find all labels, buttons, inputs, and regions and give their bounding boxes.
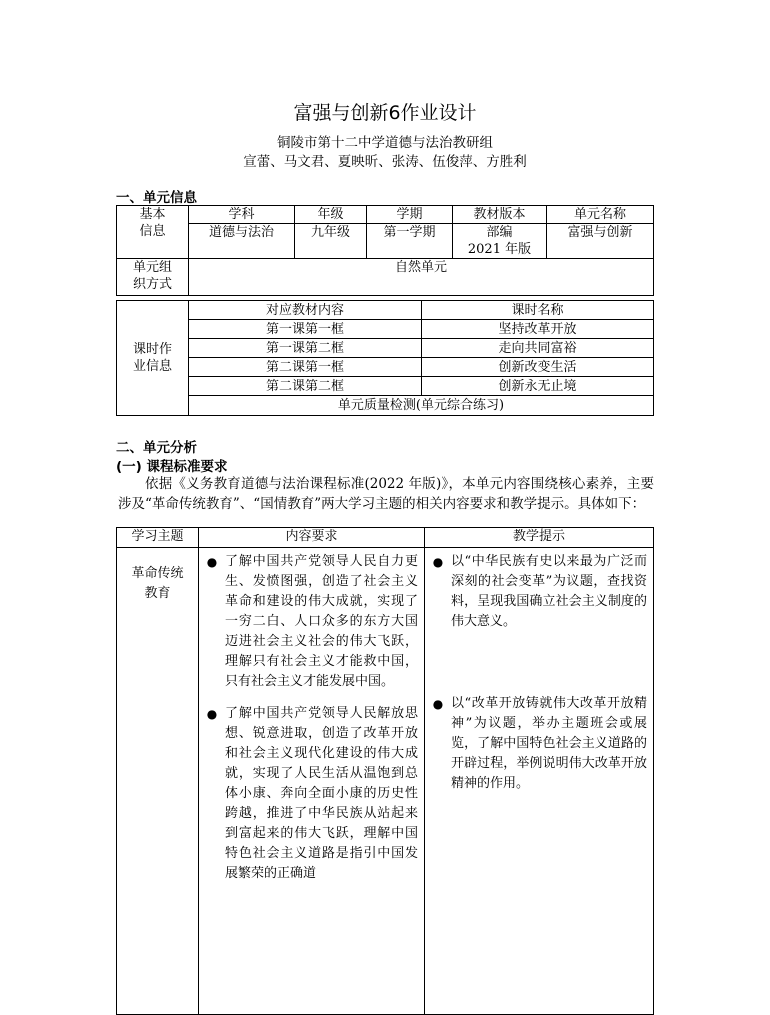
- lesson-row: [117, 339, 654, 358]
- list-item: [425, 694, 647, 794]
- lesson-info-label: 课时作 业信息: [117, 301, 189, 416]
- lesson-row: [117, 377, 654, 396]
- header-subject: 学科: [189, 206, 295, 224]
- intro-paragraph: 依据《义务教育道德与法治课程标准(2022 年版)》，本单元内容围绕核心素养，主要涉及“革命传统教育”、“国情教育”两大学习主题的相关内容要求和教学提示。具体如下：: [118, 476, 654, 512]
- list-item: [199, 704, 418, 884]
- lesson-name: 坚持改革开放: [422, 320, 654, 339]
- section-heading-unit-analysis: 二、单元分析: [116, 440, 197, 456]
- lesson-name: 走向共同富裕: [422, 339, 654, 358]
- list-item: [425, 552, 647, 632]
- lesson-header-content: 对应教材内容: [189, 301, 422, 320]
- header-unit-name: 单元名称: [547, 206, 654, 224]
- header-requirements: 内容要求: [199, 528, 425, 548]
- theme-cell: 革命传统 教育: [117, 548, 199, 1015]
- header-tips: 教学提示: [425, 528, 654, 548]
- value-semester: 第一学期: [367, 224, 453, 259]
- value-subject: 道德与法治: [189, 224, 295, 259]
- lesson-content: 第一课第一框: [189, 320, 422, 339]
- basic-info-label: 基本 信息: [117, 206, 189, 259]
- value-grade: 九年级: [295, 224, 367, 259]
- section-heading-unit-info: 一、单元信息: [116, 190, 197, 206]
- org-label: 单元组 织方式: [117, 259, 189, 296]
- tip-text: 以“改革开放铸就伟大改革开放精神”为议题，举办主题班会或展览，了解中国特色社会主义道路的开辟过程，举例说明伟大改革开放精神的作用。: [451, 696, 647, 791]
- value-unit-name: 富强与创新: [547, 224, 654, 259]
- header-grade: 年级: [295, 206, 367, 224]
- list-item: [199, 552, 418, 692]
- bullet-icon: ●: [206, 707, 218, 721]
- value-textbook: 部编 2021 年版: [453, 224, 547, 259]
- lesson-content: 第二课第一框: [189, 358, 422, 377]
- lesson-row: [117, 320, 654, 339]
- bullet-icon: ●: [432, 697, 444, 711]
- lesson-name: 创新改变生活: [422, 358, 654, 377]
- unit-info-table: [116, 205, 654, 296]
- org-value: 自然单元: [189, 259, 654, 296]
- subtitle-organization: 铜陵市第十二中学道德与法治教研组: [277, 135, 493, 151]
- bullet-icon: ●: [206, 555, 218, 569]
- header-theme: 学习主题: [117, 528, 199, 548]
- header-semester: 学期: [367, 206, 453, 224]
- lesson-header-name: 课时名称: [422, 301, 654, 320]
- requirements-cell: [199, 548, 425, 1015]
- sub-heading-curriculum: (一) 课程标准要求: [116, 459, 228, 475]
- tip-text: 以“中华民族有史以来最为广泛而深刻的社会变革”为议题，查找资料，呈现我国确立社会主义制度的伟大意义。: [451, 554, 647, 629]
- bullet-icon: ●: [432, 555, 444, 569]
- document-title: 富强与创新6作业设计: [293, 102, 477, 124]
- lesson-content: 第二课第二框: [189, 377, 422, 396]
- lesson-content: 第一课第二框: [189, 339, 422, 358]
- subtitle-authors: 宣蕾、马文君、夏映昕、张涛、伍俊萍、方胜利: [243, 154, 527, 170]
- requirement-text: 了解中国共产党领导人民自力更生、发愤图强，创造了社会主义革命和建设的伟大成就，实现了一穷二白、人口众多的东方大国迈进社会主义社会的伟大飞跃，理解只有社会主义才能救中国，只有社会主义才能发展中国。: [225, 554, 418, 689]
- tips-cell: [425, 548, 654, 1015]
- lesson-info-table: [116, 300, 654, 416]
- lesson-name: 创新永无止境: [422, 377, 654, 396]
- lesson-row: [117, 358, 654, 377]
- curriculum-table: [116, 527, 654, 1015]
- header-textbook: 教材版本: [453, 206, 547, 224]
- unit-quality-check: 单元质量检测(单元综合练习): [189, 396, 654, 416]
- requirement-text: 了解中国共产党领导人民解放思想、锐意进取，创造了改革开放和社会主义现代化建设的伟大成就，实现了人民生活从温饱到总体小康、奔向全面小康的历史性跨越，推进了中华民族从站起来到富起来的伟大飞跃，理解中国特色社会主义道路是指引中国发展繁荣的正确道: [225, 706, 418, 881]
